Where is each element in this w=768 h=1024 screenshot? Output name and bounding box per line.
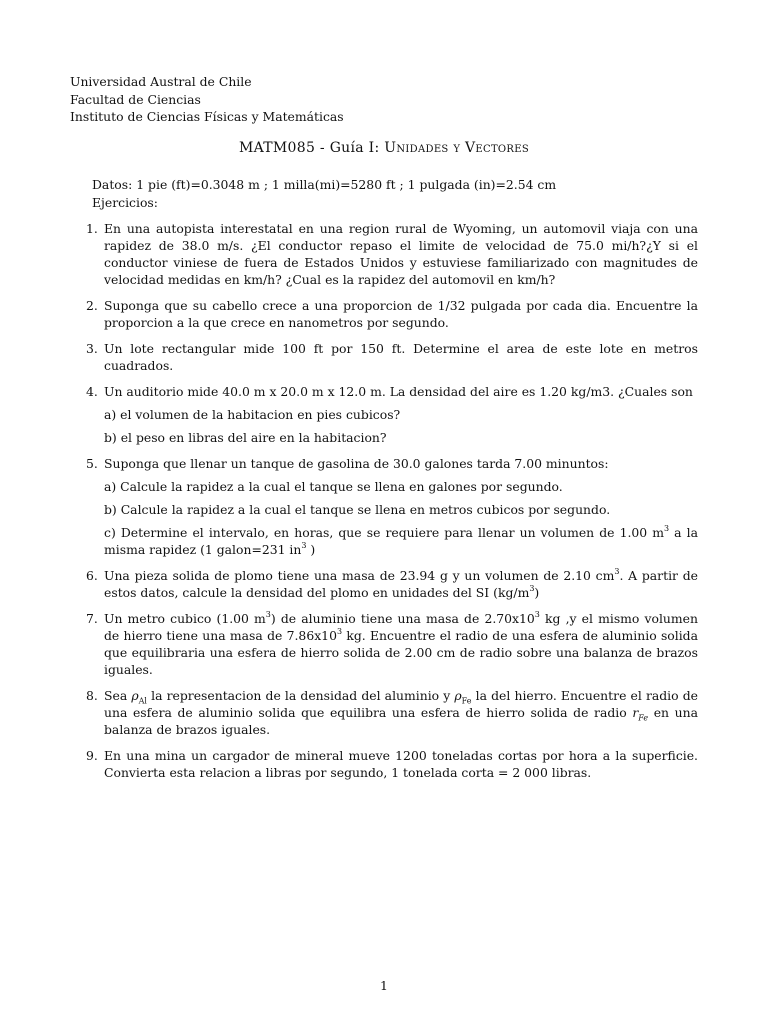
page-number: 1: [380, 978, 388, 993]
text-fragment: ) de aluminio tiene una masa de 2.70x10: [270, 611, 535, 626]
exercise-text: Un auditorio mide 40.0 m x 20.0 m x 12.0 m. La densidad del aire es 1.20 kg/m3. ¿Cuales son: [104, 384, 693, 399]
subscript: Al: [138, 696, 147, 706]
superscript: 3: [664, 523, 670, 533]
text-fragment: Un metro cubico (1.00 m: [104, 611, 266, 626]
page-title: [0, 140, 768, 157]
text-fragment: a la misma rapidez (1 galon=231 in: [104, 525, 698, 557]
superscript: 3: [529, 583, 535, 593]
text-fragment: kg. Encuentre el radio de una esfera de aluminio solida que equilibraria una esfera de hierro solida de 2.00 cm de radio sobre una balanza de brazos iguales.: [104, 628, 699, 677]
institution-header: [70, 73, 344, 126]
text-fragment: ): [306, 542, 316, 557]
exercise-8: [86, 687, 698, 738]
guide-subject: Unidades y Vectores: [384, 140, 529, 156]
exercise-6: [86, 567, 698, 601]
faculty-name: Facultad de Ciencias: [70, 91, 201, 107]
text-fragment: en una balanza de brazos iguales.: [104, 705, 698, 737]
exercise-2: [86, 297, 698, 331]
conversion-data: Datos: 1 pie (ft)=0.3048 m ; 1 milla(mi)=5280 ft ; 1 pulgada (in)=2.54 cm: [92, 177, 557, 192]
exercise-number: 8.: [86, 688, 98, 703]
course-code: MATM085 - Guía I:: [238, 140, 380, 156]
exercise-text: En una autopista interestatal en una region rural de Wyoming, un automovil viaja con una rapidez de 38.0 m/s. ¿El conductor repaso el limite de velocidad de 75.0 mi/h?¿Y si el conductor viniese de fuera de Estados Unidos y estuviese familiarizado con magnitudes de velocidad medidas en km/h? ¿Cual es la rapidez del automovil en km/h?: [104, 221, 698, 287]
text-fragment: kg ,y el mismo volumen de hierro tiene una masa de 7.86x10: [104, 611, 698, 643]
rho-symbol: ρ: [454, 688, 462, 703]
exercise-5a: a) Calcule la rapidez a la cual el tanque se llena en galones por segundo.: [104, 479, 563, 494]
exercise-4: [86, 383, 698, 446]
exercise-number: 4.: [86, 384, 98, 399]
exercise-5c: [104, 524, 698, 558]
text-fragment: la del hierro. Encuentre el radio de una esfera de aluminio solida que equilibra una esfera de hierro solida de radio: [104, 688, 698, 720]
exercise-5b: b) Calcule la rapidez a la cual el tanque se llena en metros cubicos por segundo.: [104, 502, 611, 517]
text-fragment: la representacion de la densidad del aluminio y: [146, 688, 455, 703]
exercise-number: 3.: [86, 341, 98, 356]
text-fragment: . A partir de estos datos, calcule la densidad del plomo en unidades del SI (kg/m: [104, 568, 698, 600]
data-section: [92, 176, 556, 211]
exercise-list: [86, 220, 698, 790]
exercise-number: 1.: [86, 221, 98, 236]
superscript: 3: [336, 626, 343, 636]
text-fragment: Una pieza solida de plomo tiene una masa de 23.94 g y un volumen de 2.10 cm: [104, 568, 615, 583]
institute-name: Instituto de Ciencias Físicas y Matemáticas: [70, 109, 344, 124]
exercise-text: Suponga que llenar un tanque de gasolina de 30.0 galones tarda 7.00 minuntos:: [104, 456, 609, 471]
text-fragment: Sea: [104, 688, 132, 703]
exercise-number: 2.: [86, 298, 98, 313]
exercise-number: 7.: [86, 611, 98, 626]
exercise-text: En una mina un cargador de mineral mueve 1200 toneladas cortas por hora a la superficie. Convierta esta relacion a libras por segundo, 1 tonelada corta = 2 000 libras.: [104, 748, 698, 780]
exercises-label: Ejercicios:: [92, 194, 158, 210]
exercise-1: [86, 220, 698, 288]
university-name: Universidad Austral de Chile: [70, 74, 252, 89]
exercise-7: [86, 610, 698, 678]
exercise-5: [86, 455, 698, 558]
exercise-4a: a) el volumen de la habitacion en pies cubicos?: [104, 407, 401, 422]
exercise-9: [86, 747, 698, 781]
subscript-text: Fe: [638, 713, 649, 723]
exercise-4b: b) el peso en libras del aire en la habitacion?: [104, 430, 387, 445]
subscript: Fe: [461, 696, 472, 706]
exercise-text: Suponga que su cabello crece a una proporcion de 1/32 pulgada por cada dia. Encuentre la proporcion a la que crece en nanometros por segundo.: [104, 298, 698, 330]
superscript: 3: [265, 609, 271, 619]
text-fragment: ): [534, 585, 540, 600]
superscript: 3: [534, 609, 540, 619]
exercise-3: [86, 340, 698, 374]
text-fragment: c) Determine el intervalo, en horas, que se requiere para llenar un volumen de 1.00 m: [104, 525, 664, 540]
exercise-number: 5.: [86, 456, 98, 471]
exercise-number: 9.: [86, 748, 98, 763]
radius-symbol: r: [632, 705, 639, 720]
subscript: [638, 713, 648, 722]
superscript: 3: [301, 540, 307, 550]
superscript: 3: [614, 566, 620, 576]
exercise-number: 6.: [86, 568, 98, 583]
exercise-text: Un lote rectangular mide 100 ft por 150 ft. Determine el area de este lote en metros cuadrados.: [104, 341, 698, 373]
rho-symbol: ρ: [131, 688, 139, 703]
